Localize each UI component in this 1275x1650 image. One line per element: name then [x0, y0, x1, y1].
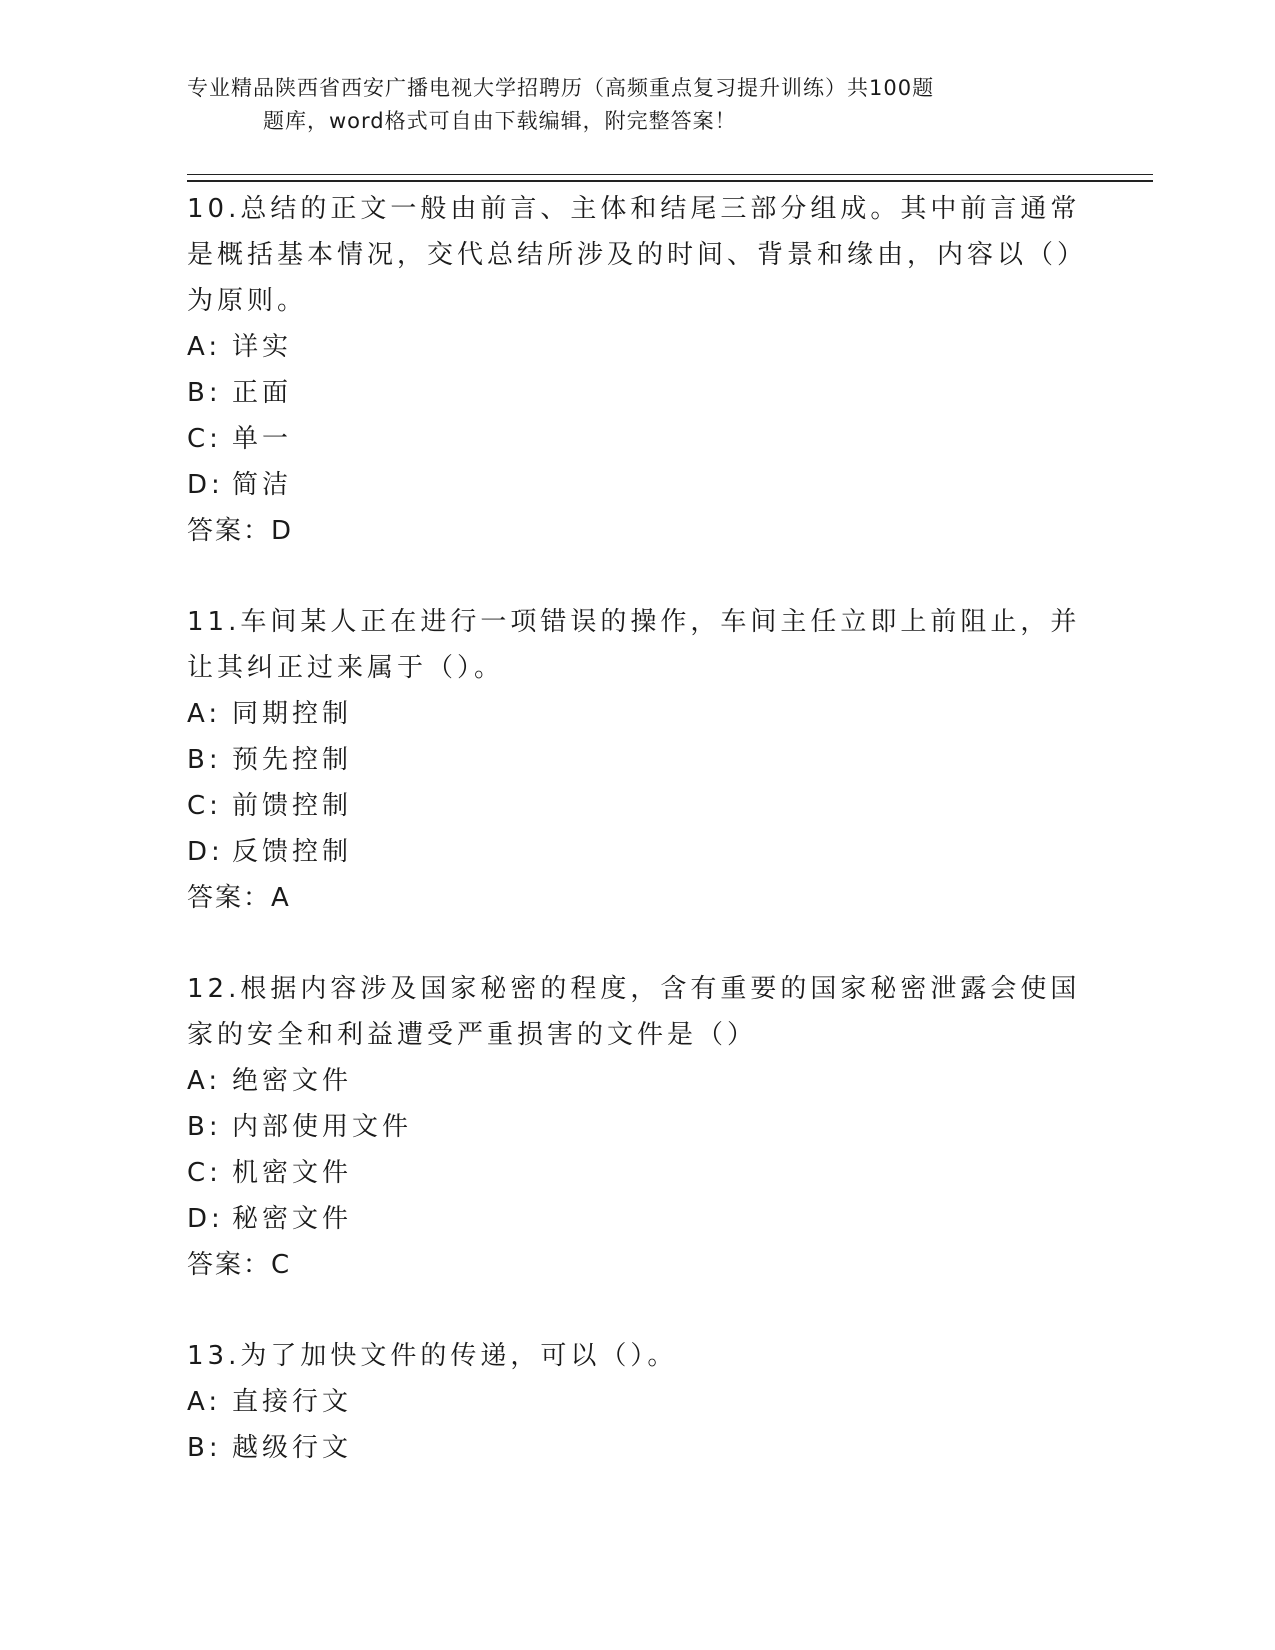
option-d — [187, 462, 1087, 508]
option-text: 越级行文 — [232, 1433, 353, 1463]
option-text: 秘密文件 — [232, 1204, 353, 1234]
option-b — [187, 1425, 1087, 1471]
option-c — [187, 783, 1087, 829]
question-stem: 11.车间某人正在进行一项错误的操作，车间主任立即上前阻止，并让其纠正过来属于（）。 — [187, 607, 1081, 683]
answer-line: 答案：D — [187, 516, 294, 546]
option-letter: C: — [187, 424, 222, 454]
option-text: 内部使用文件 — [232, 1112, 413, 1142]
option-c — [187, 416, 1087, 462]
option-letter: A: — [187, 332, 222, 362]
header-rule-thick — [187, 180, 1153, 182]
option-letter: C: — [187, 1158, 222, 1188]
option-a — [187, 1379, 1087, 1425]
option-c — [187, 1150, 1087, 1196]
option-text: 正面 — [232, 378, 293, 408]
option-d — [187, 829, 1087, 875]
option-text: 前馈控制 — [232, 791, 353, 821]
option-text: 绝密文件 — [232, 1066, 353, 1096]
option-a — [187, 1058, 1087, 1104]
header-line-1: 专业精品陕西省西安广播电视大学招聘历（高频重点复习提升训练）共100题 — [187, 76, 935, 100]
option-d — [187, 1196, 1087, 1242]
question-11 — [187, 599, 1087, 921]
option-letter: B: — [187, 1112, 222, 1142]
question-12 — [187, 966, 1087, 1288]
option-text: 反馈控制 — [232, 837, 353, 867]
option-letter: D: — [187, 1204, 224, 1234]
option-b — [187, 370, 1087, 416]
option-letter: A: — [187, 1387, 222, 1417]
question-13 — [187, 1333, 1087, 1471]
header-rule-thin — [187, 174, 1153, 175]
option-a — [187, 691, 1087, 737]
option-letter: A: — [187, 1066, 222, 1096]
question-list — [187, 186, 1087, 1516]
option-text: 详实 — [232, 332, 293, 362]
question-10 — [187, 186, 1087, 554]
option-letter: B: — [187, 1433, 222, 1463]
option-letter: C: — [187, 791, 222, 821]
question-stem: 10.总结的正文一般由前言、主体和结尾三部分组成。其中前言通常是概括基本情况，交代总结所涉及的时间、背景和缘由，内容以（）为原则。 — [187, 194, 1088, 316]
option-letter: D: — [187, 470, 224, 500]
question-stem: 13.为了加快文件的传递，可以（）。 — [187, 1341, 678, 1371]
option-letter: B: — [187, 745, 222, 775]
option-text: 预先控制 — [232, 745, 353, 775]
option-text: 机密文件 — [232, 1158, 353, 1188]
option-text: 同期控制 — [232, 699, 353, 729]
answer-line: 答案：C — [187, 1250, 292, 1280]
option-letter: A: — [187, 699, 222, 729]
option-text: 简洁 — [232, 470, 293, 500]
answer-line: 答案：A — [187, 883, 291, 913]
option-a — [187, 324, 1087, 370]
question-stem: 12.根据内容涉及国家秘密的程度，含有重要的国家秘密泄露会使国家的安全和利益遭受严重损害的文件是（） — [187, 974, 1081, 1050]
header-line-2: 题库，word格式可自由下载编辑，附完整答案！ — [263, 109, 737, 133]
option-b — [187, 1104, 1087, 1150]
option-letter: D: — [187, 837, 224, 867]
option-text: 单一 — [232, 424, 293, 454]
option-b — [187, 737, 1087, 783]
document-header — [187, 72, 1047, 138]
option-text: 直接行文 — [232, 1387, 353, 1417]
option-letter: B: — [187, 378, 222, 408]
